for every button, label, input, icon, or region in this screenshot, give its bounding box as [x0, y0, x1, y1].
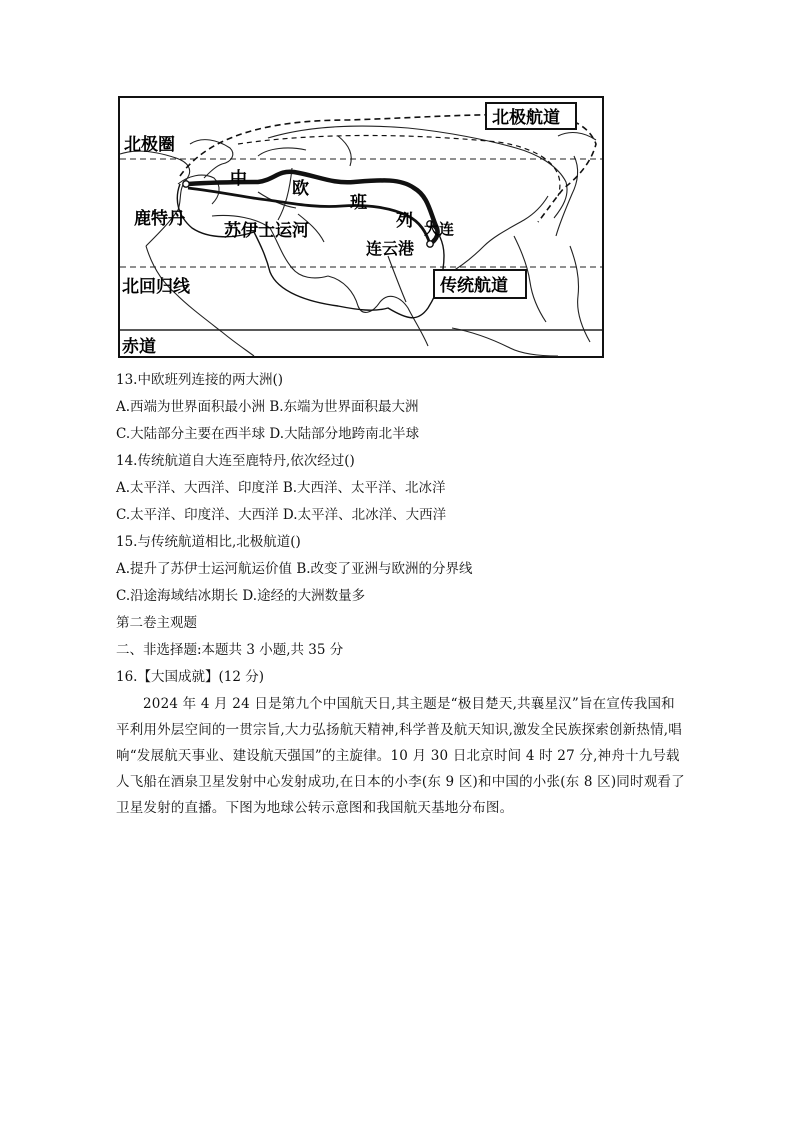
section2-title: 第二卷主观题 [116, 615, 197, 631]
train-char-2: 欧 [292, 179, 309, 199]
equator-label: 赤道 [122, 337, 156, 357]
dalian-label: 大连 [424, 220, 455, 238]
train-char-1: 中 [230, 169, 247, 189]
arctic-route-label: 北极航道 [492, 108, 560, 128]
q14-options-cd: C.太平洋、印度洋、大西洋 D.太平洋、北冰洋、大西洋 [116, 507, 447, 523]
tropic-of-cancer-label: 北回归线 [122, 277, 190, 297]
q15-stem: 15.与传统航道相比,北极航道() [116, 534, 301, 550]
suez-label: 苏伊士运河 [224, 221, 309, 241]
train-char-4: 列 [396, 211, 413, 231]
q13-options-cd: C.大陆部分主要在西半球 D.大陆部分地跨南北半球 [116, 426, 420, 442]
q14-stem: 14.传统航道自大连至鹿特丹,依次经过() [116, 453, 355, 469]
section2-subtitle: 二、非选择题:本题共 3 小题,共 35 分 [116, 642, 344, 658]
train-char-3: 班 [350, 193, 367, 213]
q13-stem: 13.中欧班列连接的两大洲() [116, 372, 284, 388]
arctic-circle-label: 北极圈 [124, 135, 175, 155]
traditional-route-label: 传统航道 [440, 276, 508, 296]
q16-stem: 16.【大国成就】(12 分) [116, 669, 264, 685]
q16-paragraph: 2024 年 4 月 24 日是第九个中国航天日,其主题是“极目楚天,共襄星汉”旨在宣传我国和平利用外层空间的一贯宗旨,大力弘扬航天精神,科学普及航天知识,激发全民族探索创新热情,唱响“发展航天事业、建设航天强国”的主旋律。10 月 30 日北京时间 4 时 27 分,神舟十九号载人飞船在酒泉卫星发射中心发射成功,在日本的小李(东 9 区)和中国的小张(东 8 区)同时观看了卫星发射的直播。下图为地球公转示意图和我国航天基地分布图。 [116, 696, 685, 816]
q14-options-ab: A.太平洋、大西洋、印度洋 B.大西洋、太平洋、北冰洋 [116, 480, 446, 496]
q15-options-cd: C.沿途海域结冰期长 D.途经的大洲数量多 [116, 588, 366, 604]
rotterdam-label: 鹿特丹 [134, 209, 185, 229]
lianyungang-marker [427, 241, 433, 247]
questions-area [116, 367, 688, 821]
lianyungang-label: 连云港 [366, 239, 415, 258]
q13-options-ab: A.西端为世界面积最小洲 B.东端为世界面积最大洲 [116, 399, 419, 415]
route-map [118, 96, 604, 358]
q15-options-ab: A.提升了苏伊士运河航运价值 B.改变了亚洲与欧洲的分界线 [116, 561, 473, 577]
rotterdam-marker [183, 181, 189, 187]
